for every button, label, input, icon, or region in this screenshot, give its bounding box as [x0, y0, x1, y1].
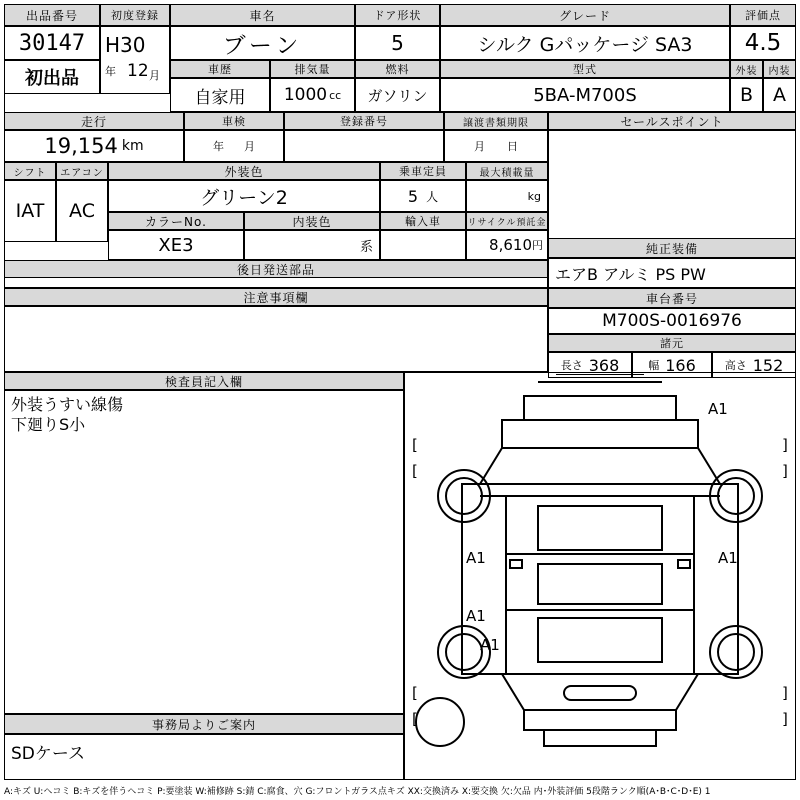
diagram-bracket-6: ] — [782, 684, 788, 702]
car-name-label: 車名 — [170, 4, 355, 26]
diagram-mark-a1-left-low: A1 — [466, 607, 486, 625]
registration-number-value — [284, 130, 444, 162]
door-shape-label: ドア形状 — [355, 4, 440, 26]
chassis-number-value: M700S-0016976 — [548, 308, 796, 334]
exterior-grade-label: 外装 — [730, 60, 763, 78]
genuine-equipment-label: 純正装備 — [548, 238, 796, 258]
max-load-label: 最大積載量 — [466, 162, 548, 180]
color-no-label: カラーNo. — [108, 212, 244, 230]
spec-width-label: 幅 — [648, 359, 660, 372]
inspector-notes-label: 検査員記入欄 — [4, 372, 404, 390]
shaken-year-unit: 年 — [213, 140, 224, 153]
score-value: 4.5 — [730, 26, 796, 60]
transfer-deadline-value — [444, 130, 548, 162]
office-notice-label: 事務局よりご案内 — [4, 714, 404, 734]
displacement-unit: cc — [329, 88, 342, 102]
lot-number-label: 出品番号 — [4, 4, 100, 26]
diagram-bracket-5: [ — [412, 684, 418, 702]
first-registration-value — [100, 26, 170, 94]
aircon-value: AC — [56, 180, 108, 242]
fuel-label: 燃料 — [355, 60, 440, 78]
diagram-mark-a1-right-mid: A1 — [718, 549, 738, 567]
later-parts-label: 後日発送部品 — [4, 260, 548, 278]
shaken-value — [184, 130, 284, 162]
displacement-label: 排気量 — [270, 60, 355, 78]
interior-color-value — [244, 230, 380, 260]
diagram-bracket-8: ] — [782, 710, 788, 728]
first-registration-month-unit: 月 — [149, 69, 160, 82]
spec-height-label: 高さ — [724, 359, 747, 372]
shaken-label: 車検 — [184, 112, 284, 130]
spec-label: 諸元 — [548, 334, 796, 352]
office-notice-value: SDケース — [4, 734, 404, 780]
first-registration-month: 12 — [127, 61, 149, 81]
max-load-value — [466, 180, 548, 212]
diagram-bracket-7: [ — [412, 710, 418, 728]
later-parts-value — [4, 278, 548, 288]
first-registration-era-unit: 年 — [105, 65, 116, 78]
transfer-day-unit: 日 — [507, 140, 518, 153]
diagram-bracket-4: ] — [782, 462, 788, 480]
spec-width-value: 166 — [665, 355, 696, 375]
shift-value: IAT — [4, 180, 56, 242]
grade-label: グレード — [440, 4, 730, 26]
recycle-fee-label: リサイクル預託金 — [466, 212, 548, 230]
history-label: 車歴 — [170, 60, 270, 78]
recycle-fee-value — [466, 230, 548, 260]
lot-number-value: 30147 — [4, 26, 100, 60]
import-value — [380, 230, 466, 260]
fuel-value: ガソリン — [355, 78, 440, 112]
legend-text: A:キズ U:ヘコミ B:キズを伴うヘコミ P:要塗装 W:補修跡 S:錆 C:腐食、穴 G:フロントガラス点キズ XX:交換済み X:要交換 欠:欠品 内･外装評価 5段階ランク順(A･B･C･D･E) 1 — [4, 787, 711, 797]
mileage-label: 走行 — [4, 112, 184, 130]
diagram-bracket-2: ] — [782, 436, 788, 454]
seats-unit: 人 — [426, 189, 439, 204]
exterior-grade-value: B — [730, 78, 763, 112]
sales-point-label: セールスポイント — [548, 112, 796, 130]
model-code-value: 5BA-M700S — [440, 78, 730, 112]
sales-point-value — [548, 130, 796, 238]
first-registration-era: H30 — [105, 33, 146, 57]
exterior-color-label: 外装色 — [108, 162, 380, 180]
inspector-note-line-1: 外装うすい線傷 — [11, 395, 124, 414]
color-no-value: XE3 — [108, 230, 244, 260]
spec-height-value: 152 — [752, 355, 784, 375]
spec-length-label: 長さ — [560, 359, 583, 372]
recycle-fee-unit: 円 — [532, 239, 543, 252]
seats-number: 5 — [407, 186, 419, 206]
model-code-label: 型式 — [440, 60, 730, 78]
genuine-equipment-value: エアB アルミ PS PW — [548, 258, 796, 288]
displacement-number: 1000 — [283, 85, 328, 105]
inspector-notes-box — [4, 390, 404, 714]
diagram-bracket-3: [ — [412, 462, 418, 480]
interior-color-label: 内装色 — [244, 212, 380, 230]
interior-grade-value: A — [763, 78, 796, 112]
mileage-value — [4, 130, 184, 162]
mileage-number: 19,154 — [44, 134, 118, 158]
history-value: 自家用 — [170, 78, 270, 112]
import-label: 輸入車 — [380, 212, 466, 230]
score-label: 評価点 — [730, 4, 796, 26]
diagram-mark-a1-bottom: A1 — [480, 636, 500, 654]
inspector-note-line-2: 下廻りS小 — [11, 415, 86, 434]
chassis-number-label: 車台番号 — [548, 288, 796, 308]
first-exhibit-badge: 初出品 — [4, 60, 100, 94]
displacement-value — [270, 78, 355, 112]
diagram-mark-a1-top: A1 — [708, 400, 728, 418]
exterior-color-value: グリーン2 — [108, 180, 380, 212]
first-registration-label: 初度登録 — [100, 4, 170, 26]
interior-grade-label: 内装 — [763, 60, 796, 78]
shift-label: シフト — [4, 162, 56, 180]
diagram-mark-a1-left-mid: A1 — [466, 549, 486, 567]
damage-diagram — [406, 374, 794, 778]
interior-color-unit: 系 — [359, 239, 373, 255]
seats-label: 乗車定員 — [380, 162, 466, 180]
diagram-bracket-1: [ — [412, 436, 418, 454]
max-load-unit: kg — [527, 189, 541, 203]
shaken-month-unit: 月 — [244, 140, 255, 153]
recycle-fee-number: 8,610 — [489, 236, 532, 254]
mileage-unit: km — [121, 138, 144, 154]
transfer-deadline-label: 譲渡書類期限 — [444, 112, 548, 130]
door-shape-value: 5 — [355, 26, 440, 60]
aircon-label: エアコン — [56, 162, 108, 180]
car-name-value: ブーン — [170, 26, 355, 60]
caution-label: 注意事項欄 — [4, 288, 548, 306]
registration-number-label: 登録番号 — [284, 112, 444, 130]
spec-length-value: 368 — [588, 355, 620, 375]
grade-value: シルク Gパッケージ SA3 — [440, 26, 730, 60]
caution-value — [4, 306, 548, 372]
seats-value — [380, 180, 466, 212]
transfer-month-unit: 月 — [474, 140, 485, 153]
